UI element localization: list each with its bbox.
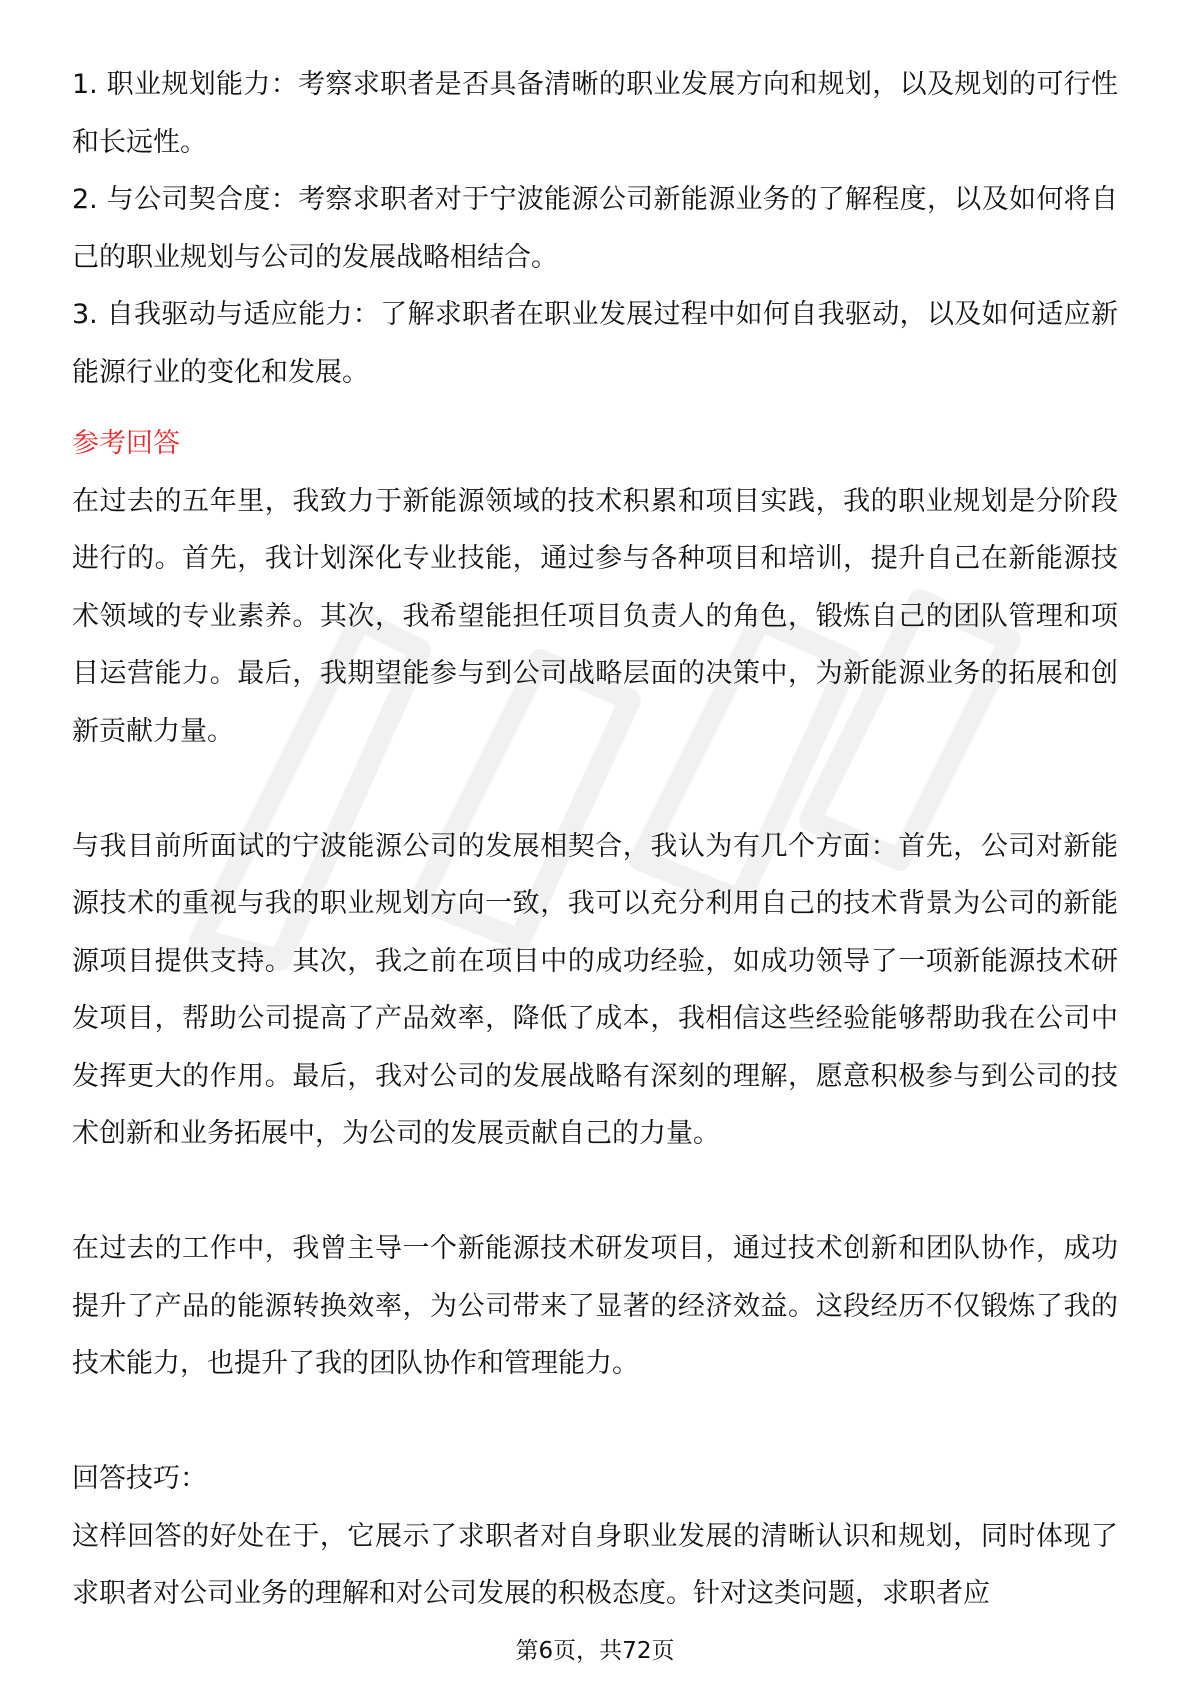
- page-footer: 第6页，共72页: [515, 1638, 675, 1664]
- criteria-item-2: 2. 与公司契合度：考察求职者对于宁波能源公司新能源业务的了解程度，以及如何将自己的职业规划与公司的发展战略相结合。: [72, 184, 1118, 273]
- criteria-item-1: 1. 职业规划能力：考察求职者是否具备清晰的职业发展方向和规划，以及规划的可行性和长远性。: [72, 69, 1118, 158]
- tips-heading: 回答技巧：: [72, 1463, 207, 1494]
- answer-paragraph-1: 在过去的五年里，我致力于新能源领域的技术积累和项目实践，我的职业规划是分阶段进行的。首先，我计划深化专业技能，通过参与各种项目和培训，提升自己在新能源技术领域的专业素养。其次，我希望能担任项目负责人的角色，锻炼自己的团队管理和项目运营能力。最后，我期望能参与到公司战略层面的决策中，为新能源业务的拓展和创新贡献力量。: [72, 485, 1118, 747]
- tips-paragraph: 这样回答的好处在于，它展示了求职者对自身职业发展的清晰认识和规划，同时体现了求职者对公司业务的理解和对公司发展的积极态度。针对这类问题，求职者应: [72, 1520, 1118, 1609]
- main-content: [72, 56, 1118, 1623]
- reference-answer-heading: 参考回答: [72, 428, 180, 459]
- answer-paragraph-2: 与我目前所面试的宁波能源公司的发展相契合，我认为有几个方面：首先，公司对新能源技术的重视与我的职业规划方向一致，我可以充分利用自己的技术背景为公司的新能源项目提供支持。其次，我之前在项目中的成功经验，如成功领导了一项新能源技术研发项目，帮助公司提高了产品效率，降低了成本，我相信这些经验能够帮助我在公司中发挥更大的作用。最后，我对公司的发展战略有深刻的理解，愿意积极参与到公司的技术创新和业务拓展中，为公司的发展贡献自己的力量。: [72, 830, 1118, 1149]
- criteria-item-3: 3. 自我驱动与适应能力：了解求职者在职业发展过程中如何自我驱动，以及如何适应新能源行业的变化和发展。: [72, 299, 1118, 388]
- answer-paragraph-3: 在过去的工作中，我曾主导一个新能源技术研发项目，通过技术创新和团队协作，成功提升了产品的能源转换效率，为公司带来了显著的经济效益。这段经历不仅锻炼了我的技术能力，也提升了我的团队协作和管理能力。: [72, 1233, 1118, 1379]
